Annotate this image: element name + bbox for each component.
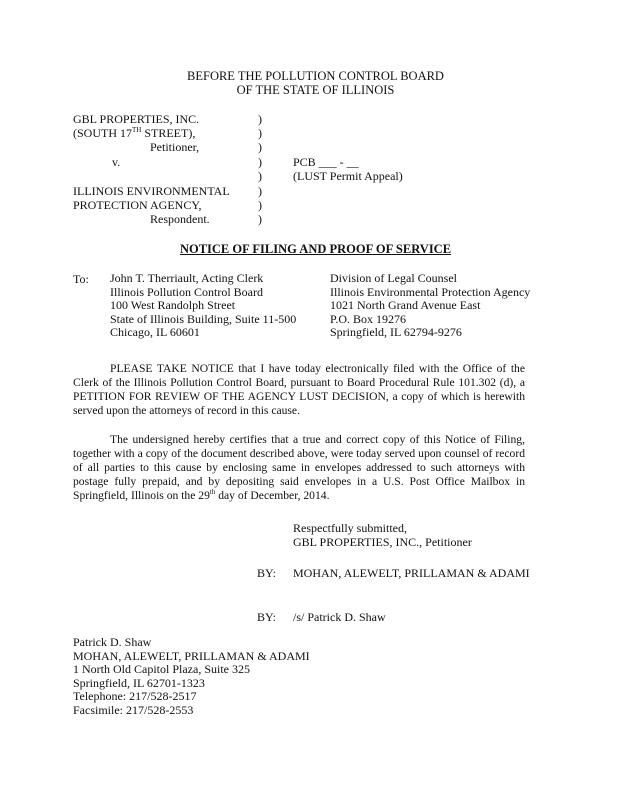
firm-name: MOHAN, ALEWELT, PRILLAMAN & ADAMI: [293, 566, 530, 580]
attorney-line: 1 North Old Capitol Plaza, Suite 325: [73, 662, 250, 676]
recipient-line: 1021 North Grand Avenue East: [330, 298, 481, 312]
attorney-line: Patrick D. Shaw: [73, 635, 152, 649]
board-title-line1: BEFORE THE POLLUTION CONTROL BOARD: [187, 69, 444, 83]
caption-bracket: ): [258, 155, 262, 169]
caption-bracket: ): [258, 140, 262, 154]
notice-paragraph: PLEASE TAKE NOTICE that I have today electronically filed with the Office of the Clerk of the Illinois Pollution Control Board, pursuant to Board Procedural Rule 101.302 (d), a PETITION FOR REVIEW OF THE AGENCY LUST DECISION, a copy of which is herewith served upon the attorneys of record in this cause.: [73, 362, 525, 417]
recipient-line: Illinois Environmental Protection Agency: [330, 284, 531, 299]
respondent-role: Respondent.: [150, 212, 210, 226]
notice-title: NOTICE OF FILING AND PROOF OF SERVICE: [179, 242, 452, 256]
recipient-line: Springfield, IL 62794-9276: [330, 325, 462, 339]
certification-paragraph: The undersigned hereby certifies that a true and correct copy of this Notice of Filing, together with a copy of the document described above, were today served upon counsel of record of all parties to this cause by enclosing same in envelopes addressed to such attorneys with postage fully prepaid, and by depositing said envelopes in a U.S. Post Office Mailbox in Springfield, Illinois on the 29th day of December, 2014.: [73, 433, 525, 502]
recipient-line: Division of Legal Counsel: [330, 271, 457, 285]
petitioner-street: (SOUTH 17TH STREET),: [73, 126, 196, 140]
attorney-line: Telephone: 217/528-2517: [73, 689, 197, 703]
caption-bracket: ): [258, 169, 262, 183]
recipient-clerk: [110, 272, 296, 340]
electronic-signature: /s/ Patrick D. Shaw: [293, 610, 386, 624]
attorney-contact-block: [73, 636, 310, 717]
recipient-line: State of Illinois Building, Suite 11-500: [110, 311, 297, 326]
caption-bracket: ): [258, 198, 262, 212]
board-title-line2: OF THE STATE OF ILLINOIS: [236, 83, 395, 97]
recipient-line: Chicago, IL 60601: [110, 325, 200, 339]
case-type: (LUST Permit Appeal): [293, 169, 403, 183]
by-label: BY:: [257, 610, 276, 624]
versus-label: v.: [112, 155, 121, 169]
respectfully-submitted: Respectfully submitted,: [293, 521, 407, 535]
caption-bracket: ): [258, 212, 262, 226]
caption-bracket: ): [258, 184, 262, 198]
recipient-agency: [330, 272, 530, 340]
attorney-line: Springfield, IL 62701-1323: [73, 675, 205, 690]
pcb-number: PCB ___ - __: [293, 155, 359, 169]
petitioner-name: GBL PROPERTIES, INC.: [73, 112, 200, 126]
respondent-name-line2: PROTECTION AGENCY,: [73, 198, 202, 212]
signing-party: GBL PROPERTIES, INC., Petitioner: [293, 535, 472, 549]
attorney-line: Facsimile: 217/528-2553: [73, 702, 194, 717]
by-label: BY:: [257, 566, 276, 580]
recipient-line: 100 West Randolph Street: [110, 298, 236, 312]
to-label: To:: [73, 272, 89, 286]
recipient-line: Illinois Pollution Control Board: [110, 284, 264, 299]
caption-bracket: ): [258, 112, 262, 126]
caption-bracket: ): [258, 126, 262, 140]
respondent-name-line1: ILLINOIS ENVIRONMENTAL: [73, 184, 230, 198]
recipient-line: John T. Therriault, Acting Clerk: [110, 271, 264, 285]
recipient-line: P.O. Box 19276: [330, 311, 407, 326]
petitioner-role: Petitioner,: [150, 140, 200, 154]
attorney-line: MOHAN, ALEWELT, PRILLAMAN & ADAMI: [73, 648, 310, 663]
